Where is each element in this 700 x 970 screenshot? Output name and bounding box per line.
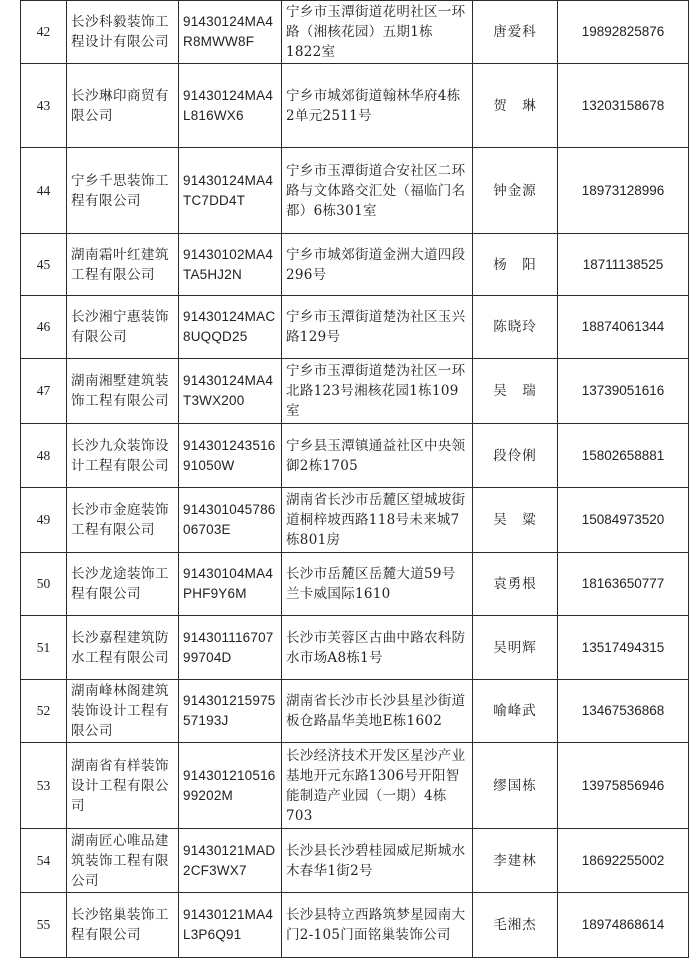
phone-number: 19892825876 bbox=[558, 1, 689, 64]
contact-person: 吴明辉 bbox=[473, 616, 558, 680]
company-address: 长沙市芙蓉区古曲中路农科防水市场A8栋1号 bbox=[282, 616, 473, 680]
credit-code: 91430124MA4TC7DD4T bbox=[179, 148, 282, 234]
row-number: 51 bbox=[21, 616, 67, 680]
phone-number: 18692255002 bbox=[558, 829, 689, 893]
table-row bbox=[21, 743, 689, 829]
company-name: 长沙九众装饰设计工程有限公司 bbox=[67, 424, 179, 488]
company-address: 宁乡市玉潭街道楚沩社区玉兴路129号 bbox=[282, 296, 473, 359]
company-name: 湖南峰林阁建筑装饰设计工程有限公司 bbox=[67, 680, 179, 743]
company-name: 宁乡千思装饰工程有限公司 bbox=[67, 148, 179, 234]
contact-person: 吴 瑞 bbox=[473, 359, 558, 424]
row-number: 45 bbox=[21, 234, 67, 296]
company-address: 宁乡市城郊街道金洲大道四段296号 bbox=[282, 234, 473, 296]
company-name: 湖南湘墅建筑装饰工程有限公司 bbox=[67, 359, 179, 424]
table-row bbox=[21, 553, 689, 616]
contact-person: 陈晓玲 bbox=[473, 296, 558, 359]
phone-number: 13203158678 bbox=[558, 64, 689, 148]
credit-code: 91430121597557193J bbox=[179, 680, 282, 743]
contact-person: 毛湘杰 bbox=[473, 893, 558, 958]
table-body bbox=[21, 1, 689, 958]
phone-number: 18973128996 bbox=[558, 148, 689, 234]
company-address: 长沙市岳麓区岳麓大道59号兰卡威国际1610 bbox=[282, 553, 473, 616]
company-name: 长沙琳印商贸有限公司 bbox=[67, 64, 179, 148]
row-number: 43 bbox=[21, 64, 67, 148]
company-address: 长沙经济技术开发区星沙产业基地开元东路1306号开阳智能制造产业园（一期）4栋703 bbox=[282, 743, 473, 829]
table-row bbox=[21, 359, 689, 424]
table-row bbox=[21, 296, 689, 359]
company-name: 长沙市金庭装饰工程有限公司 bbox=[67, 488, 179, 553]
company-table bbox=[20, 0, 689, 958]
company-address: 湖南省长沙市长沙县星沙街道板仓路晶华美地E栋1602 bbox=[282, 680, 473, 743]
phone-number: 18874061344 bbox=[558, 296, 689, 359]
credit-code: 91430124MA4R8MWW8F bbox=[179, 1, 282, 64]
credit-code: 91430111670799704D bbox=[179, 616, 282, 680]
company-name: 长沙嘉程建筑防水工程有限公司 bbox=[67, 616, 179, 680]
document-page bbox=[20, 0, 688, 962]
credit-code: 91430102MA4TA5HJ2N bbox=[179, 234, 282, 296]
company-name: 长沙科毅装饰工程设计有限公司 bbox=[67, 1, 179, 64]
company-address: 长沙县长沙碧桂园威尼斯城水木春华1街2号 bbox=[282, 829, 473, 893]
row-number: 55 bbox=[21, 893, 67, 958]
table-row bbox=[21, 148, 689, 234]
company-address: 长沙县特立西路筑梦星园南大门2-105门面铭巢装饰公司 bbox=[282, 893, 473, 958]
contact-person: 唐爱科 bbox=[473, 1, 558, 64]
company-address: 宁乡市城郊街道翰林华府4栋2单元2511号 bbox=[282, 64, 473, 148]
company-name: 湖南匠心唯品建筑装饰工程有限公司 bbox=[67, 829, 179, 893]
table-row bbox=[21, 234, 689, 296]
table-row bbox=[21, 488, 689, 553]
credit-code: 91430124MA4L816WX6 bbox=[179, 64, 282, 148]
credit-code: 91430124MA4T3WX200 bbox=[179, 359, 282, 424]
credit-code: 91430121MAD2CF3WX7 bbox=[179, 829, 282, 893]
table-row bbox=[21, 424, 689, 488]
company-address: 湖南省长沙市岳麓区望城坡街道桐梓坡西路118号未来城7栋801房 bbox=[282, 488, 473, 553]
phone-number: 13517494315 bbox=[558, 616, 689, 680]
phone-number: 15802658881 bbox=[558, 424, 689, 488]
table-row bbox=[21, 1, 689, 64]
row-number: 49 bbox=[21, 488, 67, 553]
company-name: 长沙龙途装饰工程有限公司 bbox=[67, 553, 179, 616]
contact-person: 喻峰武 bbox=[473, 680, 558, 743]
phone-number: 18711138525 bbox=[558, 234, 689, 296]
table-row bbox=[21, 616, 689, 680]
contact-person: 李建林 bbox=[473, 829, 558, 893]
phone-number: 18974868614 bbox=[558, 893, 689, 958]
table-row bbox=[21, 893, 689, 958]
contact-person: 贺 琳 bbox=[473, 64, 558, 148]
company-name: 湖南省有样装饰设计工程有限公司 bbox=[67, 743, 179, 829]
credit-code: 91430121MA4L3P6Q91 bbox=[179, 893, 282, 958]
row-number: 44 bbox=[21, 148, 67, 234]
row-number: 46 bbox=[21, 296, 67, 359]
contact-person: 钟金源 bbox=[473, 148, 558, 234]
table-row bbox=[21, 680, 689, 743]
row-number: 42 bbox=[21, 1, 67, 64]
company-name: 长沙湘宁惠装饰有限公司 bbox=[67, 296, 179, 359]
credit-code: 91430124351691050W bbox=[179, 424, 282, 488]
row-number: 47 bbox=[21, 359, 67, 424]
company-address: 宁乡市玉潭街道楚沩社区一环北路123号湘核花园1栋109室 bbox=[282, 359, 473, 424]
company-name: 长沙铭巢装饰工程有限公司 bbox=[67, 893, 179, 958]
company-address: 宁乡市玉潭街道合安社区二环路与文体路交汇处（福临门名都）6栋301室 bbox=[282, 148, 473, 234]
contact-person: 杨 阳 bbox=[473, 234, 558, 296]
company-address: 宁乡市玉潭街道花明社区一环路（湘核花园）五期1栋1822室 bbox=[282, 1, 473, 64]
table-row bbox=[21, 64, 689, 148]
contact-person: 袁勇根 bbox=[473, 553, 558, 616]
row-number: 52 bbox=[21, 680, 67, 743]
contact-person: 段伶俐 bbox=[473, 424, 558, 488]
company-name: 湖南霜叶红建筑工程有限公司 bbox=[67, 234, 179, 296]
phone-number: 13467536868 bbox=[558, 680, 689, 743]
contact-person: 吴 粱 bbox=[473, 488, 558, 553]
phone-number: 18163650777 bbox=[558, 553, 689, 616]
row-number: 48 bbox=[21, 424, 67, 488]
phone-number: 13975856946 bbox=[558, 743, 689, 829]
contact-person: 缪国栋 bbox=[473, 743, 558, 829]
credit-code: 91430104MA4PHF9Y6M bbox=[179, 553, 282, 616]
credit-code: 91430121051699202M bbox=[179, 743, 282, 829]
phone-number: 15084973520 bbox=[558, 488, 689, 553]
row-number: 50 bbox=[21, 553, 67, 616]
row-number: 54 bbox=[21, 829, 67, 893]
credit-code: 91430104578606703E bbox=[179, 488, 282, 553]
row-number: 53 bbox=[21, 743, 67, 829]
phone-number: 13739051616 bbox=[558, 359, 689, 424]
credit-code: 91430124MAC8UQQD25 bbox=[179, 296, 282, 359]
table-row bbox=[21, 829, 689, 893]
company-address: 宁乡县玉潭镇通益社区中央领御2栋1705 bbox=[282, 424, 473, 488]
